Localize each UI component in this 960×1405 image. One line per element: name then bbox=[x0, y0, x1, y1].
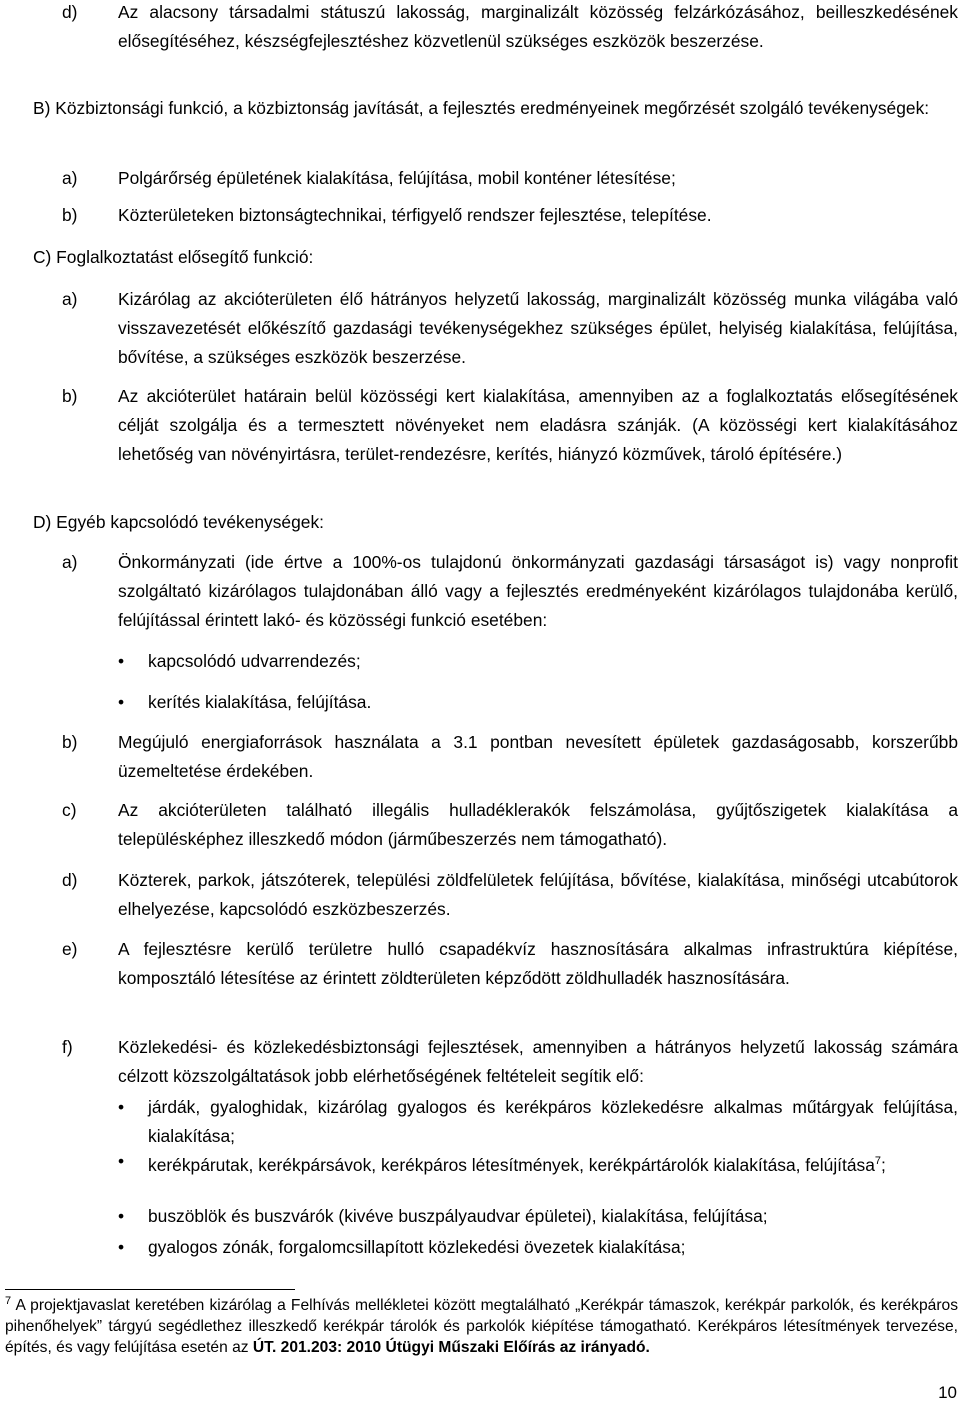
bullet-text bbox=[148, 1147, 958, 1180]
bullet-text: járdák, gyaloghidak, kizárólag gyalogos és kerékpáros közlekedésre alkalmas műtárgyak felújítása, kialakítása; bbox=[148, 1097, 958, 1146]
section-b-heading: B) Közbiztonsági funkció, a közbiztonság javítását, a fejlesztés eredményeinek megőrzését szolgáló tevékenységek: bbox=[33, 98, 930, 118]
page-number: 10 bbox=[938, 1383, 957, 1402]
item-label: b) bbox=[62, 205, 78, 225]
item-label: a) bbox=[62, 168, 78, 188]
item-text: Az akcióterület határain belül közösségi kert kialakítása, amennyiben az a foglalkoztatás elősegítésének célját szolgálja és a termesztett növényeket nem eladásra szánják. (A közösségi kert kialakításához lehetőség van növényirtásra, terület-rendezésre, kerítés, hiányzó közművek, tároló építésére.) bbox=[118, 386, 958, 464]
item-text: Polgárőrség épületének kialakítása, felújítása, mobil konténer létesítése; bbox=[118, 168, 676, 188]
bullet-text: gyalogos zónák, forgalomcsillapított közlekedési övezetek kialakítása; bbox=[148, 1237, 686, 1257]
footnote bbox=[5, 1295, 958, 1358]
item-label: a) bbox=[62, 552, 78, 572]
item-text: Az akcióterületen található illegális hulladéklerakók felszámolása, gyűjtőszigetek kialakítása a településképhez illeszkedő módon (járműbeszerzés nem támogatható). bbox=[118, 800, 958, 849]
bullet-text: kapcsolódó udvarrendezés; bbox=[148, 651, 361, 671]
footnote-separator bbox=[5, 1289, 295, 1290]
item-text: Közterületeken biztonságtechnikai, térfigyelő rendszer fejlesztése, telepítése. bbox=[118, 205, 712, 225]
bullet-dot: • bbox=[118, 692, 125, 712]
bullet-dot: • bbox=[118, 1206, 125, 1226]
footnote-ref: 7 bbox=[874, 1155, 882, 1167]
bullet-dot: • bbox=[118, 1151, 125, 1171]
item-text: Közterek, parkok, játszóterek, települési zöldfelületek felújítása, bővítése, kialakítása, minőségi utcabútorok elhelyezése, kapcsolódó eszközbeszerzés. bbox=[118, 870, 958, 919]
item-label: c) bbox=[62, 800, 77, 820]
item-label: f) bbox=[62, 1037, 73, 1057]
item-text: Megújuló energiaforrások használata a 3.1 pontban nevesített épületek gazdaságosabb, korszerűbb üzemeltetése érdekében. bbox=[118, 732, 958, 781]
bullet-text-tail: ; bbox=[881, 1154, 886, 1175]
item-label: d) bbox=[62, 870, 78, 890]
footnote-text: A projektjavaslat keretében kizárólag a Felhívás mellékletei között megtalálható „Kerékpár támaszok, kerékpár parkolók, és kerékpáros pihenőhelyek” tárgyú segédlethez illeszkedő kerékpár tárolók és parkolók kiépítése támogatható. Kerékpáros létesítmények tervezése, építés, és vagy felújítása esetén az bbox=[5, 1297, 958, 1356]
footnote-bold-text: ÚT. 201.203: 2010 Útügyi Műszaki Előírás az irányadó. bbox=[252, 1339, 650, 1356]
bullet-text: kerítés kialakítása, felújítása. bbox=[148, 692, 372, 712]
item-text: Kizárólag az akcióterületen élő hátrányos helyzetű lakosság, marginalizált közösség munka világába való visszavezetését előkészítő gazdasági tevékenységekhez szükséges épület, helyiség kialakítása, felújítása, bővítése, a szükséges eszközök beszerzése. bbox=[118, 289, 958, 367]
item-label: e) bbox=[62, 939, 78, 959]
item-label: d) bbox=[62, 2, 78, 22]
section-c-heading: C) Foglalkoztatást elősegítő funkció: bbox=[33, 247, 314, 267]
item-label: b) bbox=[62, 732, 78, 752]
item-text: Közlekedési- és közlekedésbiztonsági fejlesztések, amennyiben a hátrányos helyzetű lakosság számára célzott közszolgáltatások jobb elérhetőségének feltételeit segítik elő: bbox=[118, 1037, 958, 1086]
item-text: Önkormányzati (ide értve a 100%-os tulajdonú önkormányzati gazdasági társaságot is) vagy nonprofit szolgáltató kizárólagos tulajdonában álló vagy a fejlesztés eredményeként kizárólagos tulajdonába kerülő, felújítással érintett lakó- és közösségi funkció esetében: bbox=[118, 552, 958, 630]
item-text: A fejlesztésre kerülő területre hulló csapadékvíz hasznosítására alkalmas infrastruktúra kiépítése, komposztáló létesítése az érintett zöldterületen képződött zöldhulladék hasznosítására. bbox=[118, 939, 958, 988]
item-text: Az alacsony társadalmi státuszú lakosság, marginalizált közösség felzárkózásához, beilleszkedésének elősegítéséhez, készségfejlesztéshez közvetlenül szükséges eszközök beszerzése. bbox=[118, 2, 958, 51]
bullet-text-main: kerékpárutak, kerékpársávok, kerékpáros létesítmények, kerékpártárolók kialakítása, felújítása bbox=[148, 1154, 875, 1175]
footnote-number: 7 bbox=[5, 1295, 12, 1307]
bullet-dot: • bbox=[118, 1237, 125, 1257]
bullet-text: buszöblök és buszvárók (kivéve buszpályaudvar épületei), kialakítása, felújítása; bbox=[148, 1206, 768, 1226]
item-label: b) bbox=[62, 386, 78, 406]
bullet-dot: • bbox=[118, 1097, 125, 1117]
item-label: a) bbox=[62, 289, 78, 309]
section-d-heading: D) Egyéb kapcsolódó tevékenységek: bbox=[33, 512, 324, 532]
bullet-dot: • bbox=[118, 651, 125, 671]
